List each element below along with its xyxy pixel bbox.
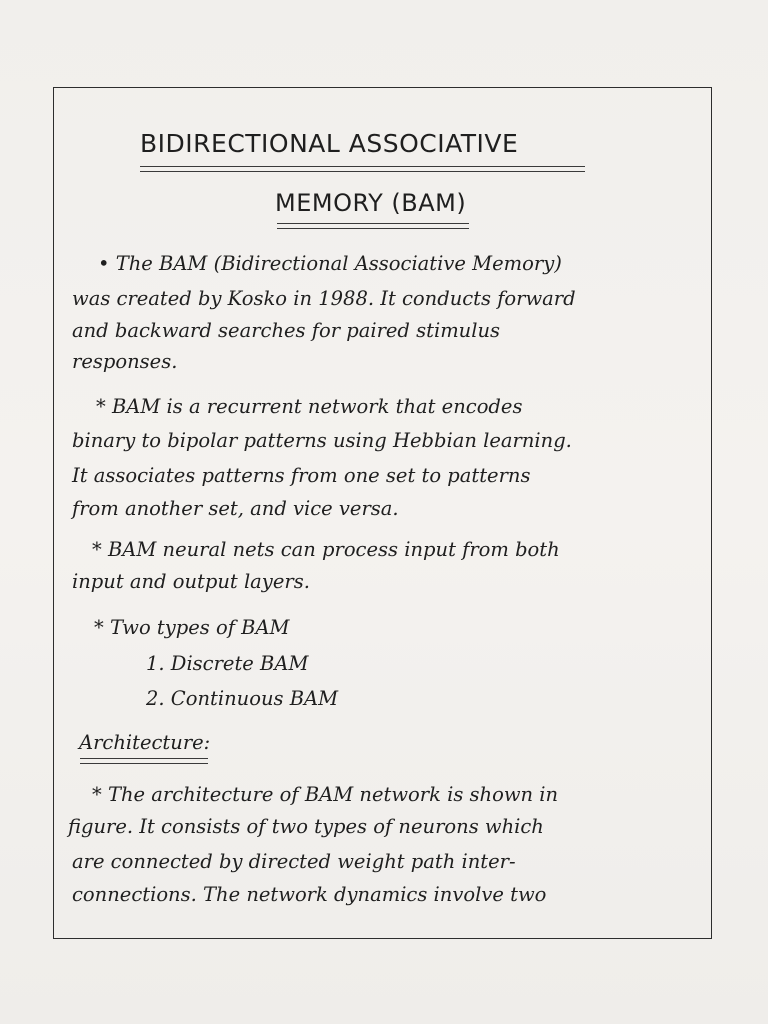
- title-line-1: BIDIRECTIONAL ASSOCIATIVE: [140, 129, 519, 158]
- title-underline-1: [140, 166, 585, 172]
- title-line-2: MEMORY (BAM): [275, 189, 467, 217]
- text-line: * BAM neural nets can process input from both: [92, 538, 560, 561]
- title-underline-2: [277, 223, 469, 229]
- heading-underline: [80, 758, 208, 764]
- text-line: • The BAM (Bidirectional Associative Memory): [98, 252, 562, 275]
- text-line: * BAM is a recurrent network that encodes: [96, 395, 523, 418]
- list-item: 1. Discrete BAM: [146, 652, 309, 675]
- text-line: * Two types of BAM: [94, 616, 290, 639]
- text-line: * The architecture of BAM network is shown in: [92, 783, 559, 806]
- text-line: binary to bipolar patterns using Hebbian learning.: [72, 429, 572, 452]
- text-line: and backward searches for paired stimulus: [72, 319, 501, 342]
- text-line: responses.: [72, 350, 178, 373]
- list-item: 2. Continuous BAM: [146, 687, 339, 710]
- text-line: connections. The network dynamics involve two: [72, 883, 547, 906]
- text-line: was created by Kosko in 1988. It conducts forward: [72, 287, 576, 310]
- text-line: It associates patterns from one set to patterns: [72, 464, 531, 487]
- section-heading: Architecture:: [79, 731, 211, 754]
- text-line: figure. It consists of two types of neurons which: [68, 815, 544, 838]
- text-line: are connected by directed weight path inter-: [72, 850, 516, 873]
- text-line: from another set, and vice versa.: [72, 497, 399, 520]
- text-line: input and output layers.: [72, 570, 310, 593]
